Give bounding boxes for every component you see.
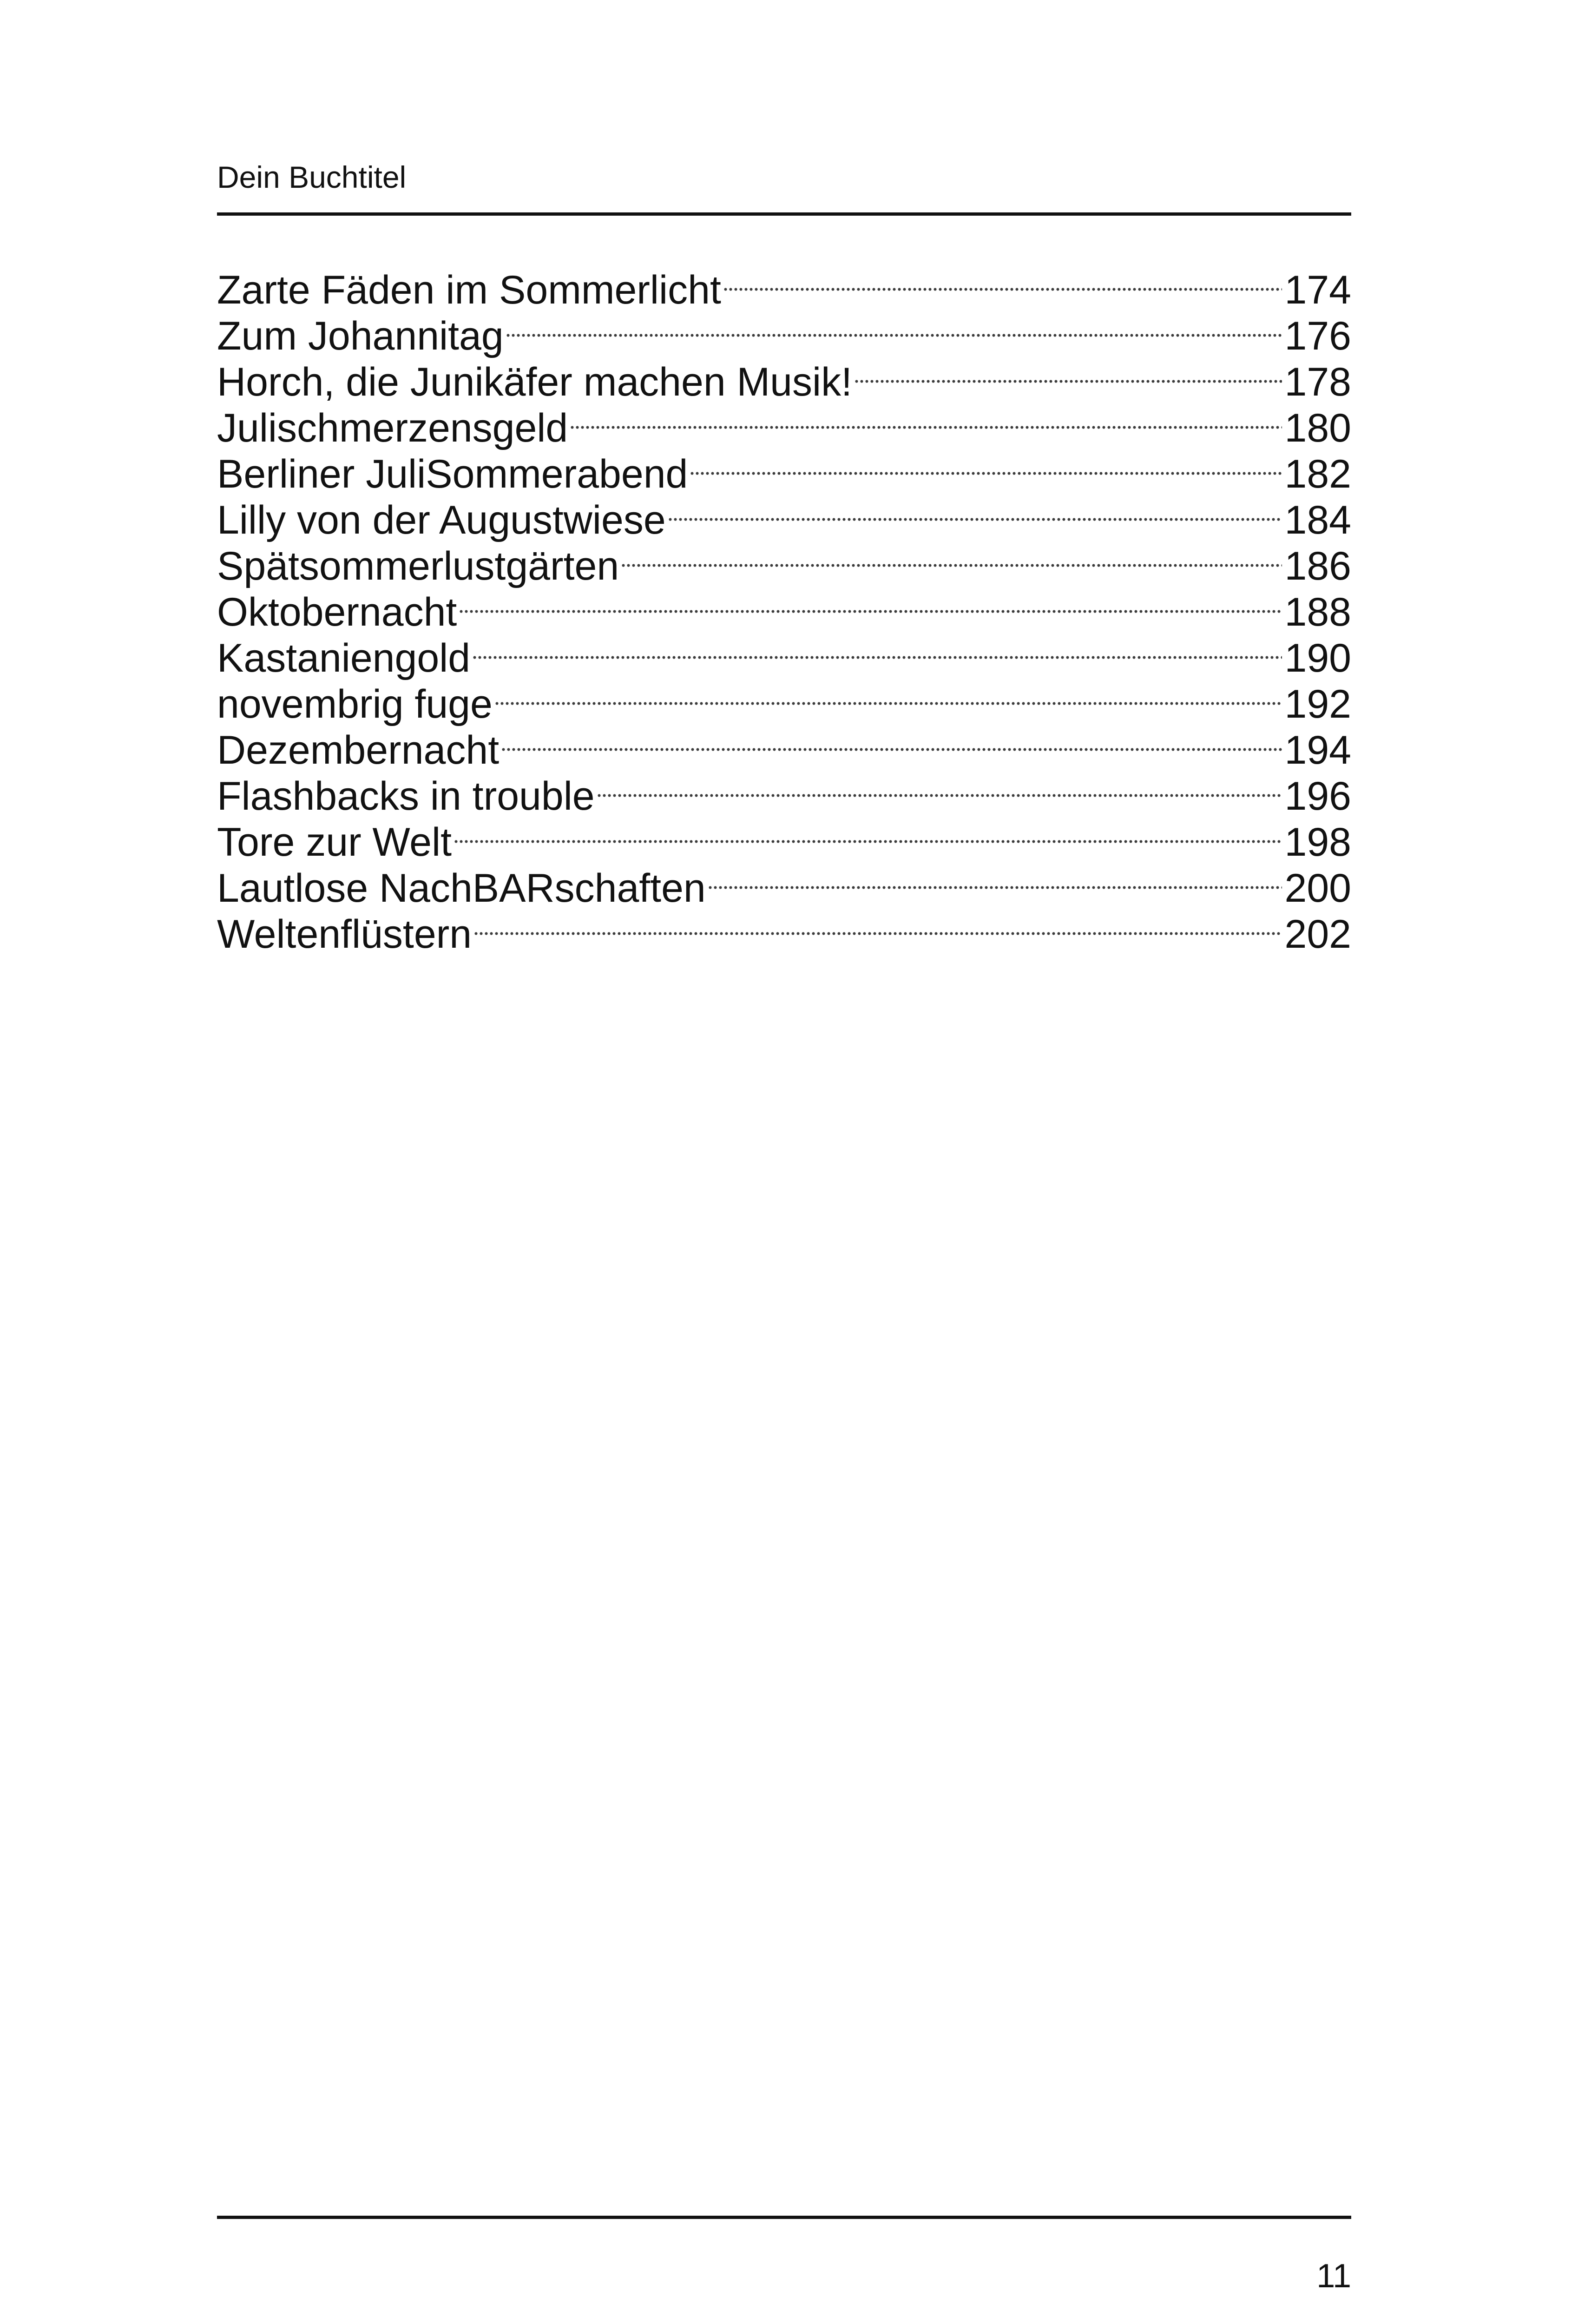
toc-dot-leader <box>472 655 1282 660</box>
toc-entry-page: 188 <box>1284 590 1351 634</box>
toc-entry-title: Flashbacks in trouble <box>217 774 595 819</box>
toc-dot-leader <box>454 839 1282 844</box>
toc-entry-title: Spätsommerlustgärten <box>217 544 619 588</box>
toc-entry-title: Lautlose NachBARschaften <box>217 866 706 911</box>
toc-entry-title: Zum Johannitag <box>217 314 504 358</box>
toc-entry <box>217 267 1351 313</box>
toc-entry-title: novembrig fuge <box>217 682 493 726</box>
toc-dot-leader <box>494 701 1282 706</box>
toc-dot-leader <box>506 333 1282 337</box>
toc-entry-page: 194 <box>1284 728 1351 772</box>
toc-entry <box>217 451 1351 497</box>
toc-entry <box>217 681 1351 727</box>
toc-dot-leader <box>501 747 1282 752</box>
toc-entry <box>217 405 1351 451</box>
toc-dot-leader <box>621 563 1282 568</box>
toc-dot-leader <box>690 471 1282 475</box>
toc-entry-title: Dezembernacht <box>217 728 500 772</box>
footer-rule <box>217 2216 1351 2219</box>
toc-dot-leader <box>854 379 1282 383</box>
toc-entry-title: Berliner JuliSommerabend <box>217 452 688 496</box>
running-header-title: Dein Buchtitel <box>217 160 407 194</box>
toc-entry-title: Kastaniengold <box>217 636 471 680</box>
table-of-contents <box>217 267 1351 957</box>
toc-entry <box>217 497 1351 543</box>
toc-entry-title: Lilly von der Augustwiese <box>217 498 666 542</box>
toc-entry <box>217 911 1351 957</box>
toc-entry <box>217 589 1351 635</box>
page-number: 11 <box>1316 2258 1351 2295</box>
toc-entry-page: 184 <box>1284 498 1351 542</box>
toc-dot-leader <box>473 931 1282 936</box>
toc-entry-page: 196 <box>1284 774 1351 819</box>
toc-entry <box>217 359 1351 405</box>
toc-entry-page: 176 <box>1284 314 1351 358</box>
toc-entry-title: Weltenflüstern <box>217 912 472 957</box>
toc-entry-page: 202 <box>1284 912 1351 957</box>
toc-entry-title: Oktobernacht <box>217 590 457 634</box>
toc-entry <box>217 865 1351 911</box>
toc-entry <box>217 727 1351 773</box>
toc-entry-page: 192 <box>1284 682 1351 726</box>
toc-entry-page: 180 <box>1284 406 1351 450</box>
toc-dot-leader <box>459 609 1282 614</box>
toc-entry <box>217 543 1351 589</box>
toc-entry-page: 198 <box>1284 820 1351 865</box>
toc-entry-title: Tore zur Welt <box>217 820 452 865</box>
toc-entry-page: 200 <box>1284 866 1351 911</box>
toc-entry-page: 174 <box>1284 268 1351 312</box>
toc-dot-leader <box>708 885 1282 890</box>
toc-entry-title: Zarte Fäden im Sommerlicht <box>217 268 721 312</box>
toc-entry <box>217 313 1351 359</box>
toc-entry <box>217 819 1351 865</box>
toc-entry-page: 182 <box>1284 452 1351 496</box>
toc-entry <box>217 773 1351 819</box>
toc-dot-leader <box>668 517 1282 522</box>
header-rule <box>217 212 1351 216</box>
toc-entry <box>217 635 1351 681</box>
toc-entry-title: Julischmerzensgeld <box>217 406 568 450</box>
toc-dot-leader <box>723 287 1282 291</box>
toc-entry-page: 186 <box>1284 544 1351 588</box>
toc-dot-leader <box>570 425 1282 429</box>
toc-dot-leader <box>597 793 1282 798</box>
toc-entry-page: 178 <box>1284 360 1351 404</box>
toc-entry-page: 190 <box>1284 636 1351 680</box>
toc-entry-title: Horch, die Junikäfer machen Musik! <box>217 360 853 404</box>
